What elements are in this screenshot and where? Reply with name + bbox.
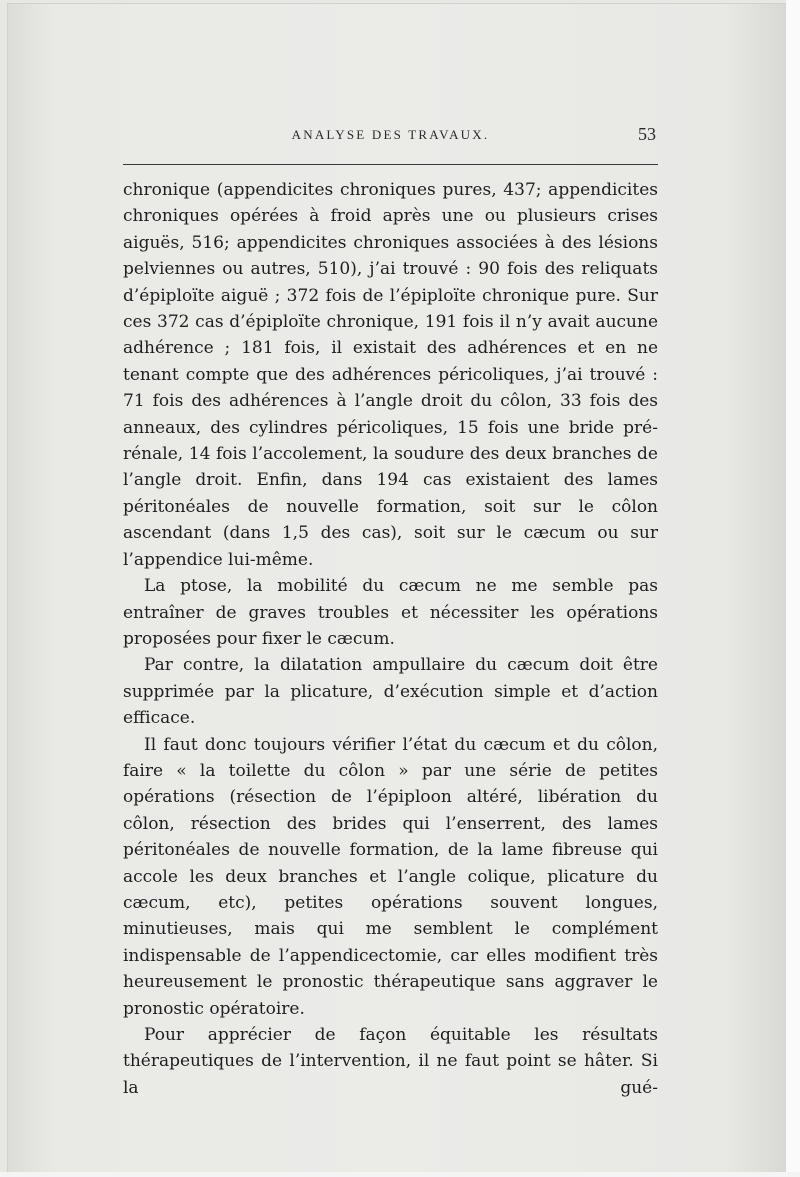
header-rule (123, 164, 658, 165)
scan-margin-bottom (0, 1172, 800, 1177)
body-text (123, 177, 658, 1101)
paragraph-3: Par contre, la dilatation ampullaire du cæcum doit être supprimée par la plicature, d’exécution simple et d’action efficace. (123, 655, 658, 729)
paragraph-1: chronique (appendicites chroniques pures, 437; appendicites chroniques opérées à froid après une ou plusieurs crises aiguës, 516; appendicites chroniques associées à des lésions pelviennes ou autres, 510), j’ai trouvé : 90 fois des reliquats d’épiploïte aiguë ; 372 fois de l’épiploïte chronique pure. Sur ces 372 cas d’épiploïte chronique, 191 fois il n’y avait aucune adhérence ; 181 fois, il existait des adhérences et en ne tenant compte que des adhérences péricoliques, j’ai trouvé : 71 fois des adhérences à l’angle droit du côlon, 33 fois des anneaux, des cylindres péricoliques, 15 fois une bride pré-rénale, 14 fois l’accolement, la soudure des deux branches de l’angle droit. Enfin, dans 194 cas existaient des lames péritonéales de nouvelle formation, soit sur le côlon ascendant (dans 1,5 des cas), soit sur le cæcum ou sur l’appendice lui-même. (123, 180, 658, 570)
scan-margin-right (786, 0, 800, 1177)
paragraph-2: La ptose, la mobilité du cæcum ne me semble pas entraîner de graves troubles et nécessiter les opérations proposées pour fixer le cæcum. (123, 576, 658, 649)
paragraph-5: Pour apprécier de façon équitable les résultats thérapeutiques de l’intervention, il ne faut point se hâter. Si la gué- (123, 1025, 658, 1098)
running-title: ANALYSE DES TRAVAUX. (291, 127, 490, 142)
page-number: 53 (638, 124, 656, 144)
running-header (123, 124, 658, 148)
paragraph-4: Il faut donc toujours vérifier l’état du cæcum et du côlon, faire « la toilette du côlon » par une série de petites opérations (résection de l’épiploon altéré, libération du côlon, résection des brides qui l’enserrent, des lames péritonéales de nouvelle formation, de la lame fibreuse qui accole les deux branches et l’angle colique, plicature du cæcum, etc), petites opérations souvent longues, minutieuses, mais qui me semblent le complément indispensable de l’appendicectomie, car elles modifient très heureusement le pronostic thérapeutique sans aggraver le pronostic opératoire. (123, 734, 658, 1019)
